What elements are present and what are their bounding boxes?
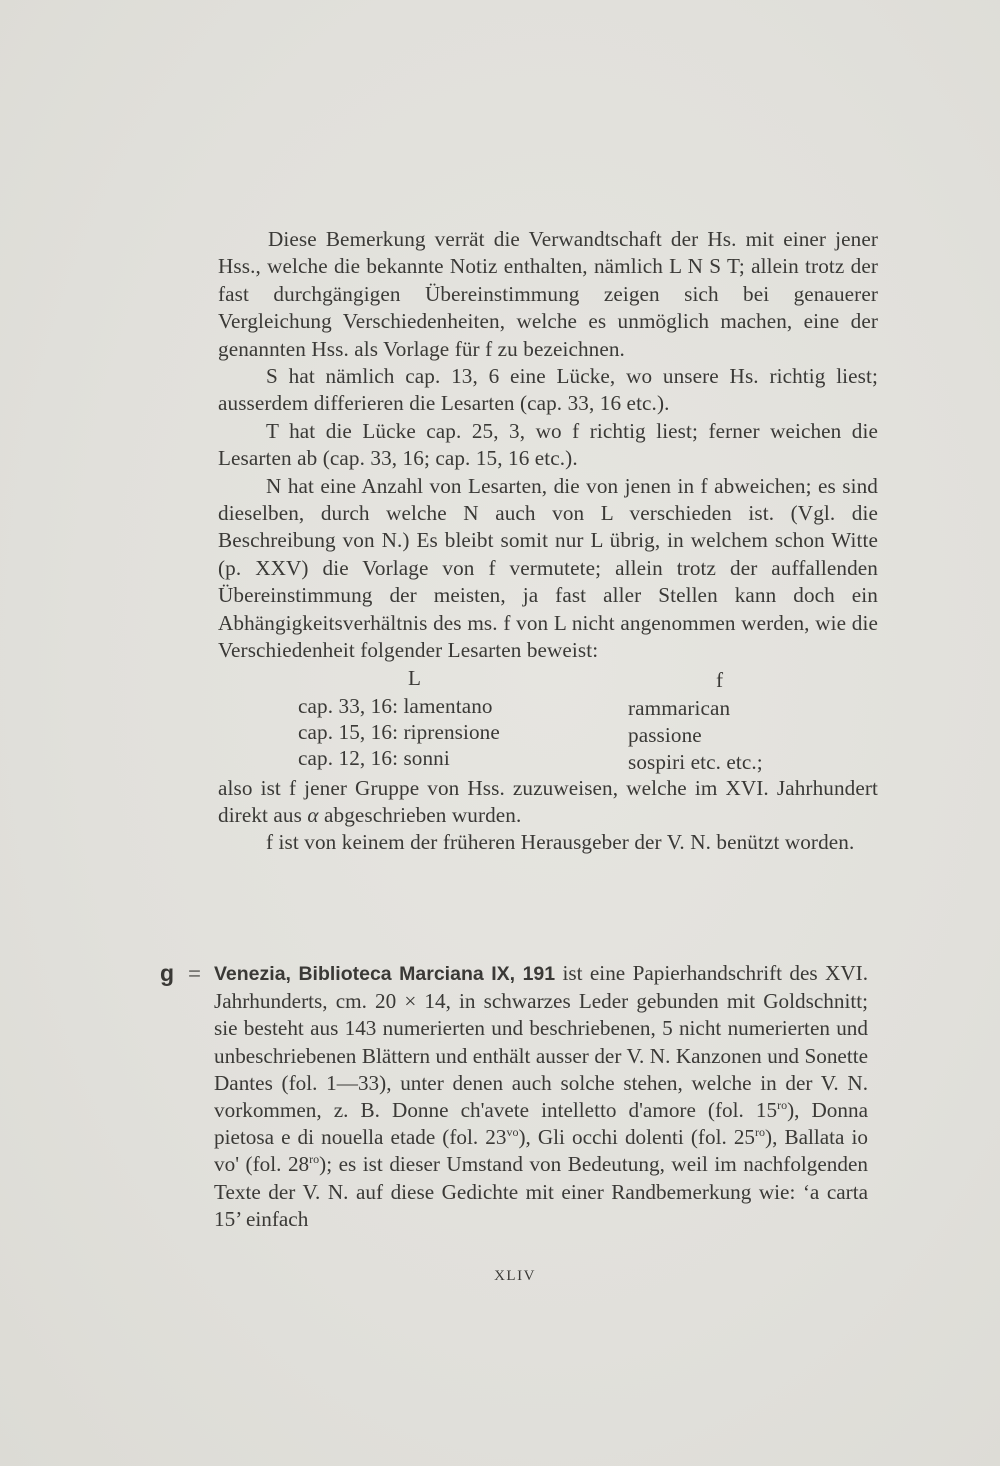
lesarten-cap: cap. 12, 16: sonni (298, 745, 450, 770)
page-number: XLIV (494, 1268, 536, 1284)
siglum-letter: g (160, 960, 175, 986)
paragraph-4: N hat eine Anzahl von Lesarten, die von jenen in f abweichen; es sind dieselben, durch welche N auch von L verschieden ist. (Vgl. die Beschreibung von N.) Es bleibt somit nur L übrig, in welchem schon Witte (p. XXV) die Vorlage von f vermutete; allein trotz der auffallenden Übereinstimmung der meisten, ja fast aller Stellen kann doch ein Abhängigkeitsverhältnis des ms. f von L nicht angenommen werden, wie die Verschiedenheit folgender Lesarten beweist: (218, 473, 878, 663)
lesarten-header-f: f (716, 667, 724, 692)
entry-description: Venezia, Biblioteca Marciana IX, 191 ist eine Papierhandschrift des XVI. Jahrhunderts, cm. 20 × 14, in schwarzes Leder gebunden mit Goldschnitt; sie besteht aus 143 numerierten und beschriebenen, 5 nicht numerierten und unbeschriebenen Blättern und enthält ausser der V. N. Kanzonen und Sonette Dantes (fol. 1—33), unter denen auch solche stehen, welche in der V. N. vorkommen, z. B. Donne ch'avete intelletto d'amore (fol. $15^{ro}$), Donna pietosa e di nouella etade (fol. $23^{vo}$), Gli occhi dolenti (fol. $25^{ro}$), Ballata io vo' (fol. $28^{ro}$); es ist dieser Umstand von Bedeutung, weil im nachfolgenden Texte der V. N. auf diese Gedichte mit einer Randbemerkung wie: ‘a carta 15’ einfach (214, 961, 869, 1231)
alpha-symbol: α (307, 802, 319, 827)
lesarten-cap: cap. 15, 16: riprensione (298, 719, 500, 744)
lesarten-f-value: sospiri etc. etc.; (628, 749, 763, 774)
paragraph-3: T hat die Lücke cap. 25, 3, wo f richtig liest; ferner weichen die Lesarten ab (cap. 33, 16; cap. 15, 16 etc.). (218, 418, 878, 471)
paragraph-1: Diese Bemerkung verrät die Verwandtschaft der Hs. mit einer jener Hss., welche die bekannte Notiz enthalten, nämlich L N S T; allein trotz der fast durchgängigen Übereinstimmung zeigen sich bei genauerer Vergleichung Verschiedenheiten, welche es unmöglich machen, eine der genannten Hss. als Vorlage für f zu bezeichnen. (218, 227, 878, 361)
paragraph-6: f ist von keinem der früheren Herausgeber der V. N. benützt worden. (266, 830, 855, 855)
lesarten-table (218, 665, 878, 775)
main-text-block (218, 226, 878, 857)
lesarten-header-l: L (408, 665, 422, 690)
lesarten-cap: cap. 33, 16: lamentano (298, 693, 493, 718)
paragraph-2: S hat nämlich cap. 13, 6 eine Lücke, wo unsere Hs. richtig liest; ausserdem differieren die Lesarten (cap. 33, 16 etc.). (218, 364, 878, 416)
lesarten-f-value: rammarican (628, 695, 731, 720)
paragraph-5: also ist f jener Gruppe von Hss. zuzuweisen, welche im XVI. Jahrhundert direkt aus α abgeschrieben wurden. (218, 775, 878, 827)
lesarten-f-value: passione (628, 722, 702, 747)
equals-sign: = (188, 961, 201, 986)
entry-title: Venezia, Biblioteca Marciana IX, 191 (214, 963, 556, 985)
